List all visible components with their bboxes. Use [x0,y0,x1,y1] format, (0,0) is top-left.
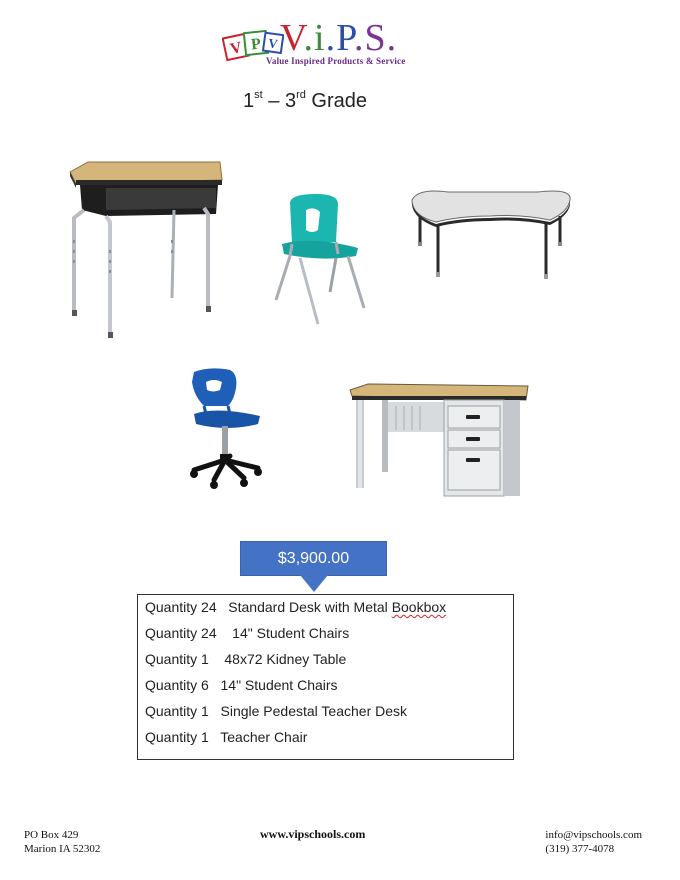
list-item: Quantity 6 14" Student Chairs [145,677,338,693]
address-line-2: Marion IA 52302 [24,843,101,855]
logo-part: i [314,17,326,59]
block-letter-3: V [267,35,279,52]
list-item: Quantity 24 14" Student Chairs [145,625,350,641]
footer-website: www.vipschools.com [260,827,366,841]
item-list-box [137,594,514,760]
logo-tagline: Value Inspired Products & Service [266,56,406,66]
contact-email: info@vipschools.com [545,829,642,841]
list-item: Quantity 24 Standard Desk with Metal Bookbox [145,599,447,615]
logo-part: . [303,17,315,59]
block-letter-2: P [250,35,262,54]
student-desk-icon [66,158,226,343]
pedestal-desk-icon [348,382,530,500]
logo-part: S [364,17,387,59]
logo-part: . [325,17,337,59]
block-letter-1: V [228,38,244,59]
logo-part: V [280,17,304,59]
kidney-table-icon [408,186,574,281]
list-item: Quantity 1 Single Pedestal Teacher Desk [145,703,408,719]
logo-part: . [386,17,398,59]
contact-phone: (319) 377-4078 [545,843,615,855]
list-item: Quantity 1 48x72 Kidney Table [145,651,347,667]
logo-part: . [354,17,365,59]
swivel-chair-icon [186,366,270,492]
spellcheck-flagged-word: Bookbox [391,599,447,615]
footer-contact [545,828,642,856]
address-line-1: PO Box 429 [24,829,79,841]
price-callout: $3,900.00 [240,541,387,576]
footer-address [24,828,100,856]
vips-logo [222,18,432,70]
stack-chair-icon [272,192,372,328]
logo-part: P [336,17,355,59]
list-item: Quantity 1 Teacher Chair [145,729,308,745]
logo-wordmark [280,18,397,58]
grade-heading: 1st – 3rd Grade [243,89,367,112]
callout-arrow-icon [300,575,328,592]
